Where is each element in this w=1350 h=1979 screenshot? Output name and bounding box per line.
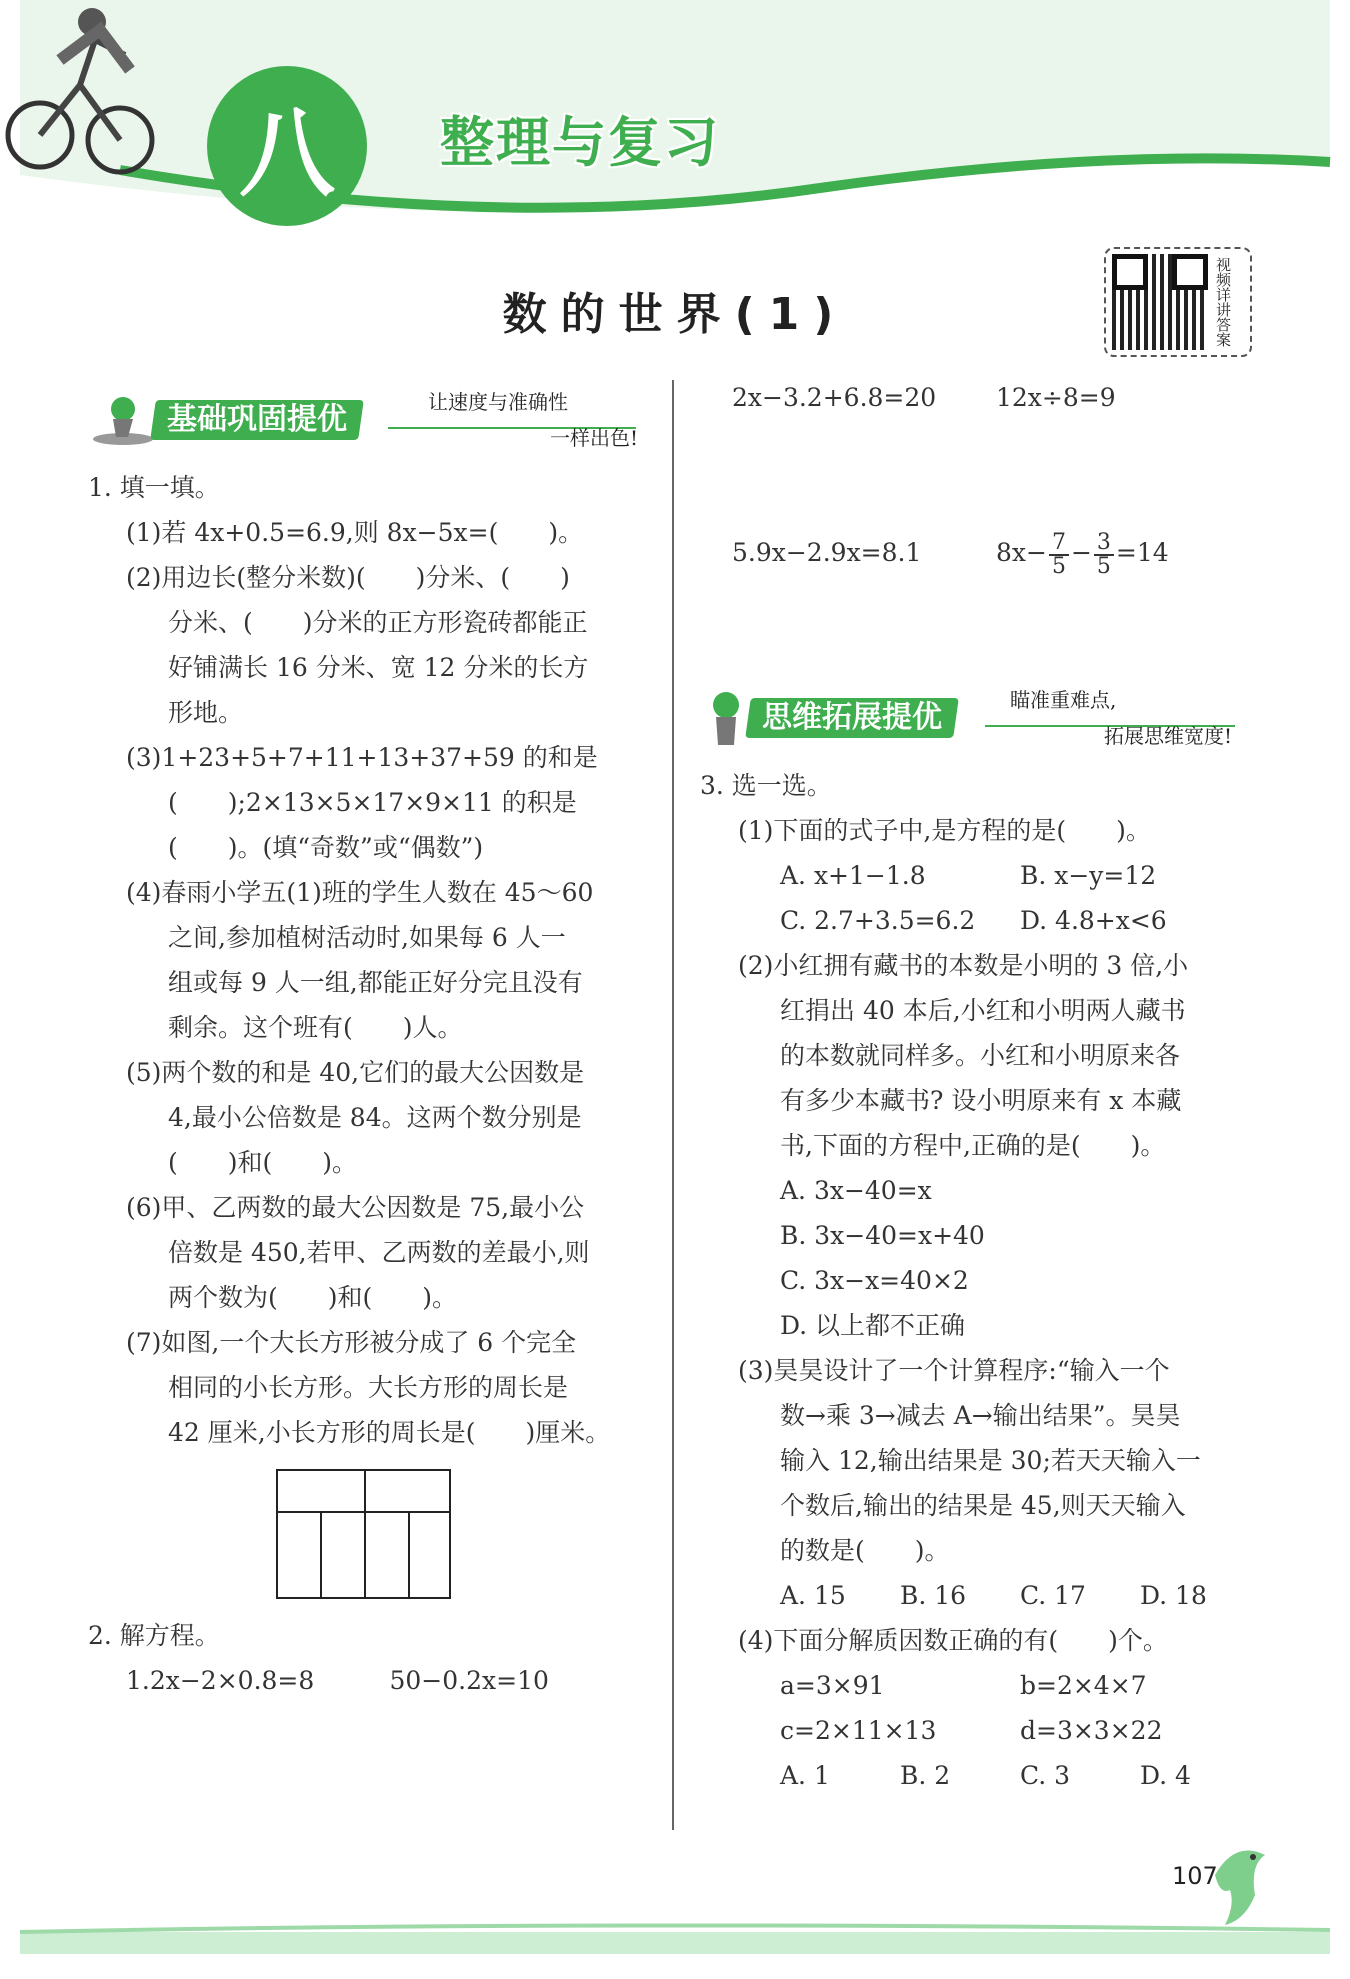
lesson-title: 数的世界(1) [502, 289, 848, 340]
option-d[interactable]: D. 4 [1140, 1760, 1191, 1790]
q3-s3-line3: 输入 12,输出结果是 30;若天天输入一 [780, 1445, 1201, 1475]
option-d[interactable]: D. 以上都不正确 [780, 1310, 966, 1340]
q1-p6-line1: (6)甲、乙两数的最大公因数是 75,最小公 [126, 1193, 585, 1222]
left-column [88, 385, 653, 1703]
fraction-7-5 [1049, 529, 1069, 579]
q1-p3-line2: ( );2×13×5×17×9×11 的积是 [168, 788, 577, 817]
q1-p4-line2: 之间,参加植树活动时,如果每 6 人一 [168, 923, 566, 952]
q3-s1: (1)下面的式子中,是方程的是( )。 [738, 815, 1151, 845]
q3-s2-line5: 书,下面的方程中,正确的是( )。 [780, 1130, 1166, 1160]
question-3 [700, 763, 1260, 1798]
q3-s3-line5: 的数是( )。 [780, 1535, 950, 1565]
q2-eq6-minus: − [1070, 538, 1092, 567]
q1-p2-line4: 形地。 [168, 698, 244, 727]
q3-s3-line4: 个数后,输出的结果是 45,则天天输入 [780, 1490, 1186, 1520]
section-slogan [428, 387, 638, 453]
header-banner [0, 0, 1350, 245]
q1-p3-line1: (3)1+23+5+7+11+13+37+59 的和是 [126, 743, 598, 772]
option-b[interactable]: B. 16 [900, 1580, 967, 1610]
section-header-extend [700, 683, 1260, 753]
q3-s2-line1: (2)小红拥有藏书的本数是小明的 3 倍,小 [738, 950, 1189, 980]
q1-p7-line2: 相同的小长方形。大长方形的周长是 [168, 1373, 569, 1402]
q1-p4-line3: 组或每 9 人一组,都能正好分完且没有 [168, 968, 583, 997]
q3-s2-line3: 的本数就同样多。小红和小明原来各 [780, 1040, 1181, 1070]
q1-p7-line1: (7)如图,一个大长方形被分成了 6 个完全 [126, 1328, 577, 1357]
rectangle-figure [276, 1469, 451, 1599]
option-c[interactable]: C. 3 [1020, 1760, 1071, 1790]
frac1-denominator: 5 [1051, 553, 1066, 579]
q3-s3-options [700, 1573, 1260, 1618]
q1-p5-line2: 4,最小公倍数是 84。这两个数分别是 [168, 1103, 582, 1132]
q2-eq4: 12x÷8=9 [996, 383, 1116, 412]
slogan-line1: 瞄准重难点, [1010, 687, 1117, 712]
option-b[interactable]: B. x−y=12 [1020, 860, 1157, 890]
q2-eq6-pre: 8x− [996, 538, 1047, 567]
q2-row3 [700, 530, 1260, 578]
section-title-basic: 基础巩固提优 [150, 400, 364, 440]
unit-number-badge: 八 [207, 66, 367, 226]
column-divider [672, 380, 674, 1830]
q3-s4-options [700, 1753, 1260, 1798]
q3-s4-expressions [700, 1663, 1260, 1753]
slogan-line2: 一样出色! [549, 426, 638, 450]
q3-s3-line1: (3)昊昊设计了一个计算程序:“输入一个 [738, 1355, 1170, 1385]
option-a[interactable]: A. 15 [780, 1580, 846, 1610]
q1-p6-line3: 两个数为( )和( )。 [168, 1283, 458, 1312]
frac1-numerator: 7 [1049, 532, 1069, 556]
q1-p4-line1: (4)春雨小学五(1)班的学生人数在 45～60 [126, 878, 594, 907]
frac2-denominator: 5 [1096, 553, 1111, 579]
footer-band [0, 1920, 1350, 1960]
q1-p1: (1)若 4x+0.5=6.9,则 8x−5x=( )。 [126, 518, 584, 547]
option-c[interactable]: C. 3x−x=40×2 [780, 1265, 969, 1295]
q2-eq6 [996, 530, 1260, 578]
slogan-line1: 让速度与准确性 [428, 390, 568, 414]
expr-d: d=3×3×22 [1020, 1715, 1163, 1745]
q1-p2-line2: 分米、( )分米的正方形瓷砖都能正 [168, 608, 588, 637]
q2-heading: 2. 解方程。 [88, 1621, 220, 1650]
option-b[interactable]: B. 3x−40=x+40 [780, 1220, 985, 1250]
option-b[interactable]: B. 2 [900, 1760, 951, 1790]
q1-p5-line1: (5)两个数的和是 40,它们的最大公因数是 [126, 1058, 585, 1087]
q3-s4: (4)下面分解质因数正确的有( )个。 [738, 1625, 1168, 1655]
q3-heading: 3. 选一选。 [700, 770, 832, 800]
expr-a: a=3×91 [780, 1670, 885, 1700]
figure-top-divider [364, 1471, 366, 1511]
question-2 [88, 1613, 653, 1703]
qr-code-box[interactable] [1104, 247, 1252, 357]
section-slogan [1010, 685, 1232, 751]
option-d[interactable]: D. 18 [1140, 1580, 1207, 1610]
q2-row2 [700, 375, 1260, 420]
figure-divider-2 [364, 1511, 366, 1597]
figure-divider-1 [320, 1511, 322, 1597]
frac2-numerator: 3 [1094, 532, 1114, 556]
unit-title: 整理与复习 [440, 111, 720, 174]
option-d[interactable]: D. 4.8+x<6 [1020, 905, 1167, 935]
slogan-line2: 拓展思维宽度! [1103, 723, 1232, 748]
question-1 [88, 465, 653, 1599]
q1-p2-line3: 好铺满长 16 分米、宽 12 分米的长方 [168, 653, 589, 682]
expr-b: b=2×4×7 [1020, 1670, 1147, 1700]
option-c[interactable]: C. 2.7+3.5=6.2 [780, 905, 976, 935]
q3-s2-line4: 有多少本藏书? 设小明原来有 x 本藏 [780, 1085, 1182, 1115]
qr-label: 视频详讲答案 [1214, 257, 1232, 347]
q2-eq6-post: =14 [1115, 538, 1169, 567]
cyclist-illustration [0, 0, 160, 180]
q3-s2-line2: 红捐出 40 本后,小红和小明两人藏书 [780, 995, 1186, 1025]
expr-c: c=2×11×13 [780, 1715, 937, 1745]
q2-eq5: 5.9x−2.9x=8.1 [732, 538, 922, 567]
section-header-basic [88, 385, 653, 455]
q3-s3-line2: 数→乘 3→减去 A→输出结果”。昊昊 [780, 1400, 1181, 1430]
q1-p5-line3: ( )和( )。 [168, 1148, 358, 1177]
q1-p2-line1: (2)用边长(整分米数)( )分米、( ) [126, 563, 570, 592]
figure-divider-3 [408, 1511, 410, 1597]
q1-p3-line3: ( )。(填“奇数”或“偶数”) [168, 833, 484, 862]
q2-eq1: 1.2x−2×0.8=8 [126, 1666, 315, 1695]
q2-eq3: 2x−3.2+6.8=20 [732, 383, 937, 412]
q2-eq2: 50−0.2x=10 [389, 1666, 549, 1695]
q1-p4-line4: 剩余。这个班有( )人。 [168, 1013, 463, 1042]
page-number: 107 [1172, 1862, 1218, 1890]
q1-p6-line2: 倍数是 450,若甲、乙两数的差最小,则 [168, 1238, 590, 1267]
qr-code-icon[interactable] [1112, 254, 1208, 350]
skateboard-kid-icon [88, 389, 158, 449]
fraction-3-5 [1094, 529, 1114, 579]
q1-heading: 1. 填一填。 [88, 473, 220, 502]
right-column [700, 375, 1260, 1798]
section-title-extend: 思维拓展提优 [745, 698, 959, 738]
q1-p7-line3: 42 厘米,小长方形的周长是( )厘米。 [168, 1418, 611, 1447]
option-a[interactable]: A. 1 [780, 1760, 830, 1790]
option-c[interactable]: C. 17 [1020, 1580, 1086, 1610]
q3-s1-options [700, 853, 1260, 943]
option-a[interactable]: A. x+1−1.8 [780, 860, 926, 890]
q2-row1 [88, 1658, 653, 1703]
option-a[interactable]: A. 3x−40=x [780, 1175, 932, 1205]
